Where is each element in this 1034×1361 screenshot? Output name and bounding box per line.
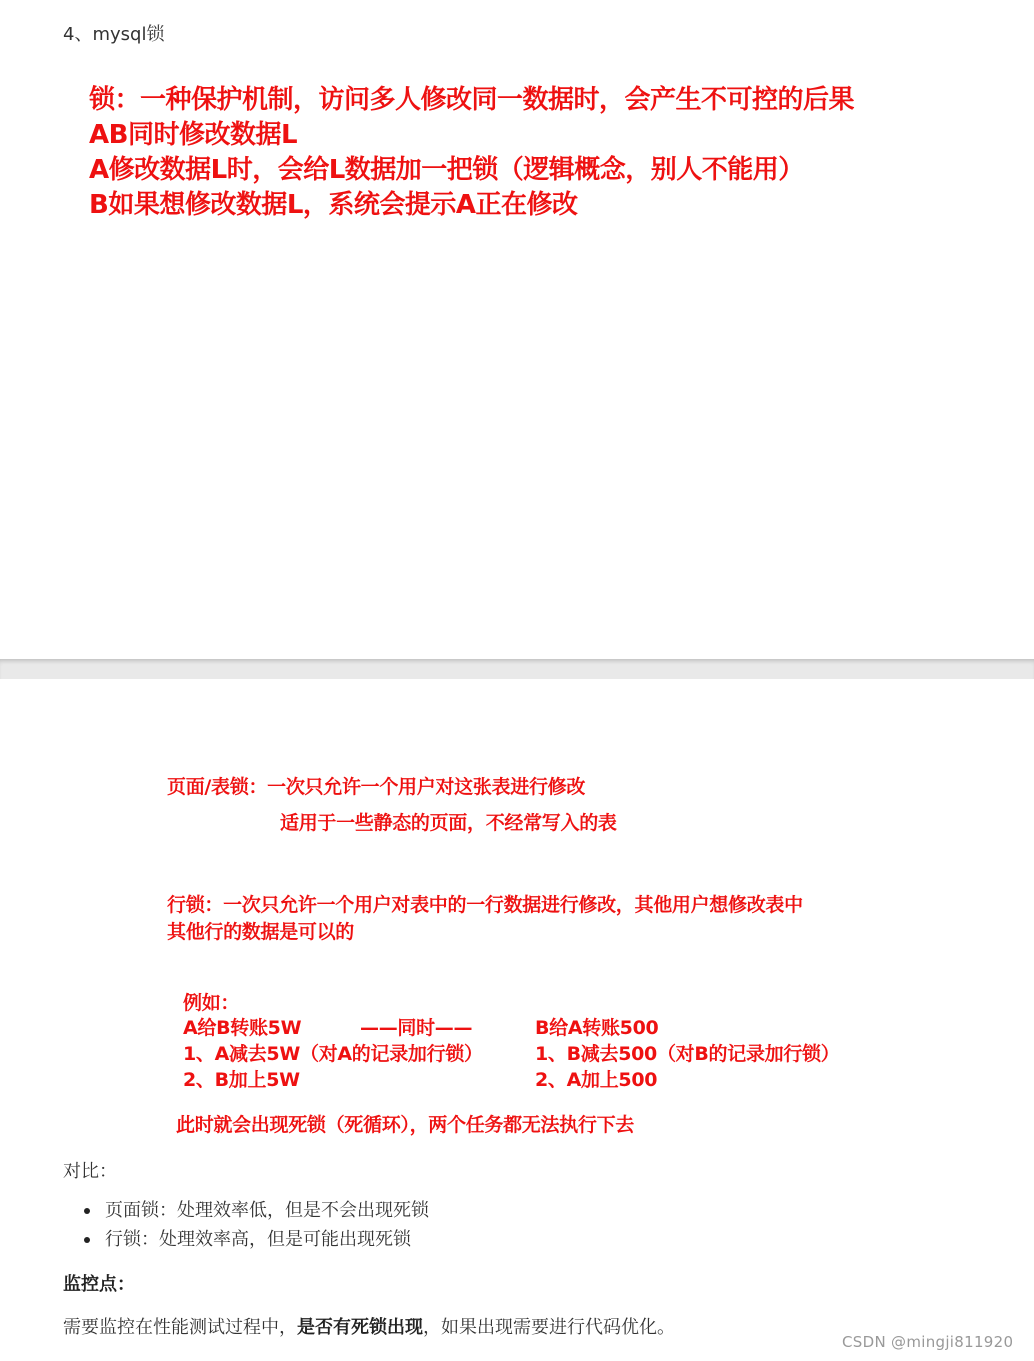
list-item [63, 1225, 429, 1254]
deadlock-note: 此时就会出现死锁（死循环），两个任务都无法执行下去 [176, 1114, 635, 1136]
monitor-text-prefix: 需要监控在性能测试过程中， [63, 1317, 297, 1338]
lock-example-line-1: AB同时修改数据L [89, 120, 298, 150]
lock-definition-line: 锁：一种保护机制，访问多人修改同一数据时，会产生不可控的后果 [89, 85, 855, 115]
bullet-icon [84, 1237, 90, 1243]
right-transfer-title: B给A转账500 [535, 1017, 659, 1039]
row-lock-compare: 行锁：处理效率高，但是可能出现死锁 [105, 1229, 411, 1250]
right-transfer-step-1: 1、B减去500（对B的记录加行锁） [535, 1043, 840, 1065]
monitor-text-suffix: ，如果出现需要进行代码优化。 [423, 1317, 675, 1338]
monitor-text [63, 1313, 675, 1339]
row-lock-line-2: 其他行的数据是可以的 [167, 921, 355, 943]
list-item [63, 1196, 429, 1225]
left-transfer-step-2: 2、B加上5W [183, 1069, 300, 1091]
row-lock-line-1: 行锁：一次只允许一个用户对表中的一行数据进行修改，其他用户想修改表中 [167, 894, 803, 916]
watermark: CSDN @mingji811920 [842, 1333, 1014, 1351]
example-label: 例如： [183, 992, 240, 1014]
lock-example-line-3: B如果想修改数据L，系统会提示A正在修改 [89, 190, 578, 220]
monitor-text-emphasis: 是否有死锁出现 [297, 1317, 423, 1338]
compare-list [63, 1196, 429, 1254]
compare-label: 对比： [63, 1161, 117, 1182]
section-heading: 4、mysql锁 [63, 24, 165, 45]
image-separator [0, 659, 1034, 679]
bullet-icon [84, 1208, 90, 1214]
simultaneous-label: ——同时—— [360, 1017, 473, 1039]
page-lock-line-2: 适用于一些静态的页面，不经常写入的表 [280, 812, 617, 834]
left-transfer-step-1: 1、A减去5W（对A的记录加行锁） [183, 1043, 483, 1065]
monitor-title: 监控点： [63, 1274, 135, 1295]
lock-example-line-2: A修改数据L时，会给L数据加一把锁（逻辑概念，别人不能用） [89, 155, 804, 185]
left-transfer-title: A给B转账5W [183, 1017, 302, 1039]
right-transfer-step-2: 2、A加上500 [535, 1069, 658, 1091]
page-lock-line-1: 页面/表锁：一次只允许一个用户对这张表进行修改 [167, 776, 586, 798]
page-lock-compare: 页面锁：处理效率低，但是不会出现死锁 [105, 1200, 429, 1221]
